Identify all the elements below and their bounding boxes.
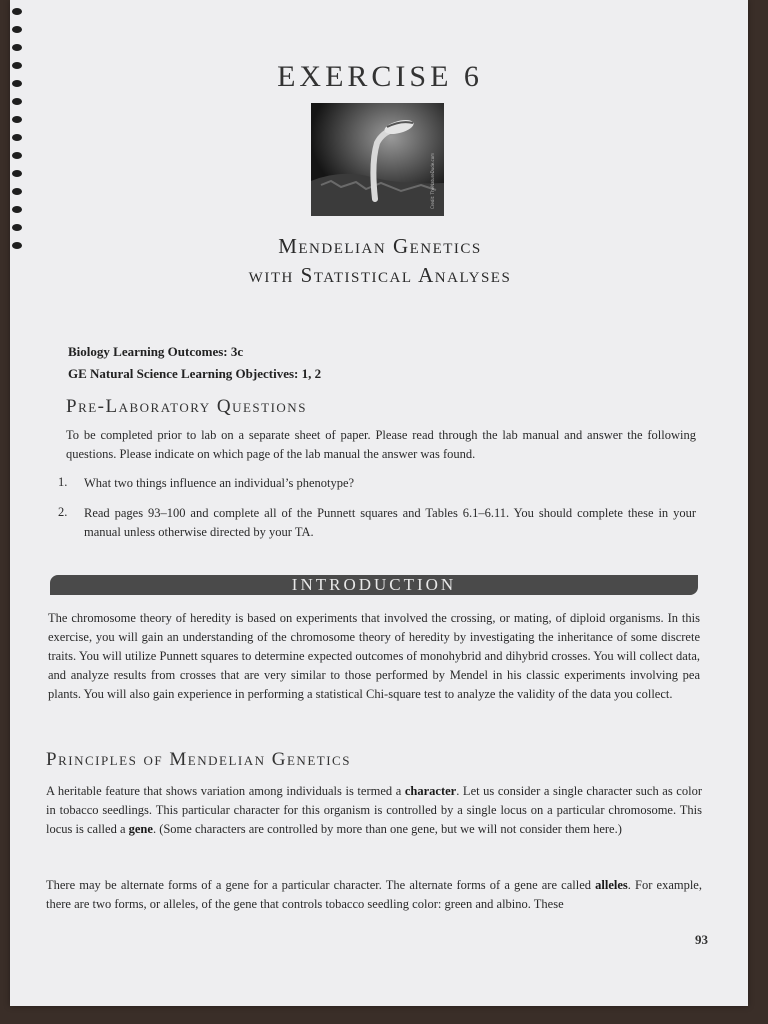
biology-learning-outcomes: Biology Learning Outcomes: 3c	[68, 344, 244, 359]
text-run: There may be alternate forms of a gene for a particular character. The alternate forms of a gene are called	[46, 878, 596, 892]
principles-heading: Principles of Mendelian Genetics	[46, 749, 351, 770]
question-number: 1.	[58, 475, 68, 489]
photo-credit: Credit: TheNatureDude.com	[430, 152, 435, 209]
exercise-title: EXERCISE 6	[277, 60, 483, 93]
introduction-heading: INTRODUCTION	[50, 575, 698, 595]
page-number: 93	[695, 932, 708, 947]
term-gene: gene	[128, 822, 153, 836]
text-run: . Let us consider a single character such as color in tobacco seedlings. This particular character for this organism is controlled by a single locus on a particular chromosome. This locus is called a	[46, 784, 702, 836]
main-title-line2: with Statistical Analyses	[248, 263, 512, 287]
text-run: . (Some characters are controlled by more than one gene, but we will not consider them here.)	[152, 822, 622, 836]
pre-lab-instructions: To be completed prior to lab on a separate sheet of paper. Please read through the lab manual and answer the following questions. Please indicate on which page of the lab manual the answer was found.	[66, 428, 696, 461]
main-title	[10, 232, 750, 290]
main-title-line1: Mendelian Genetics	[278, 234, 482, 258]
introduction-text: The chromosome theory of heredity is based on experiments that involved the crossing, or mating, of diploid organisms. In this exercise, you will gain an understanding of the chromosome theory of heredity by investigating the inheritance of some discrete traits. You will utilize Punnett squares to determine expected outcomes of monohybrid and dihybrid crosses. You will collect data, and analyze results from crosses that are very similar to those performed by Mendel in his classic experiments involving pea plants. You will also gain experience in performing a statistical Chi-square test to analyze the validity of the data you collect.	[48, 611, 700, 701]
principles-paragraph-1	[46, 782, 702, 839]
text-run: A heritable feature that shows variation among individuals is termed a	[46, 784, 405, 798]
term-character: character	[404, 784, 457, 798]
question-text: What two things influence an individual’s phenotype?	[84, 476, 355, 490]
document-page	[10, 0, 748, 1006]
term-alleles: alleles	[595, 878, 628, 892]
principles-paragraph-2	[46, 876, 702, 914]
text-run: . For example, there are two forms, or alleles, of the gene that controls tobacco seedling color: green and albino. These	[46, 878, 702, 911]
question-text: Read pages 93–100 and complete all of the Punnett squares and Tables 6.1–6.11. You should complete these in your manual unless otherwise directed by your TA.	[84, 506, 696, 539]
seedling-photo	[311, 103, 444, 216]
question-number: 2.	[58, 505, 68, 519]
pre-lab-heading: Pre-Laboratory Questions	[66, 396, 307, 417]
spiral-binding	[10, 0, 32, 270]
learning-outcomes	[68, 341, 321, 385]
ge-learning-objectives: GE Natural Science Learning Objectives: 1, 2	[68, 366, 322, 381]
